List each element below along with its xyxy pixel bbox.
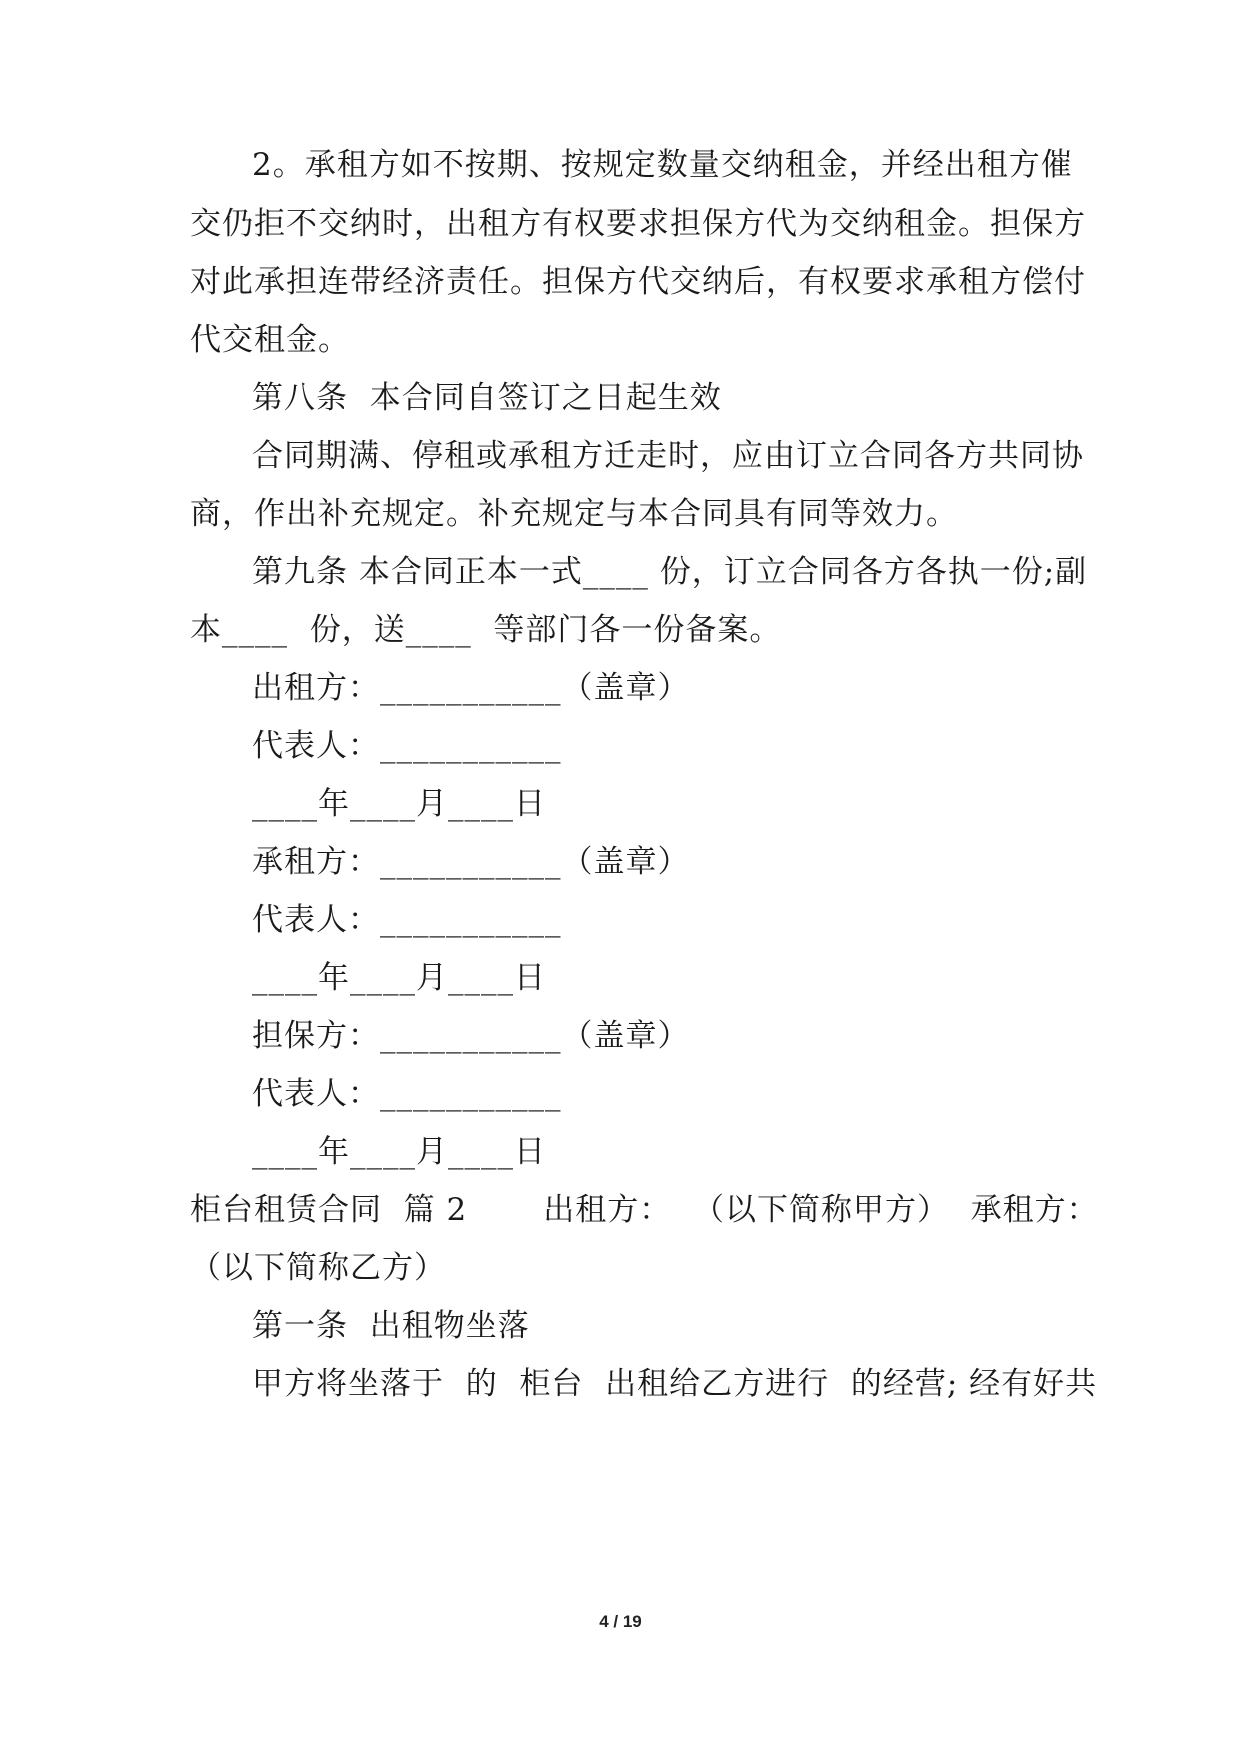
signature-date: ____年____月____日 — [252, 1134, 546, 1170]
signature-date: ____年____月____日 — [252, 960, 546, 996]
paragraph-line: （以下简称乙方） — [190, 1250, 446, 1286]
paragraph-line: 商，作出补充规定。补充规定与本合同具有同等效力。 — [190, 496, 958, 532]
paragraph-line: 代交租金。 — [190, 322, 350, 358]
section-heading: 柜台租赁合同 篇 2 出租方： （以下简称甲方） 承租方： — [190, 1192, 1099, 1228]
paragraph-line: 对此承担连带经济责任。担保方代交纳后，有权要求承租方偿付 — [190, 264, 1086, 300]
signature-date: ____年____月____日 — [252, 786, 546, 822]
signature-lessor: 出租方：___________（盖章） — [252, 670, 690, 706]
signature-representative: 代表人：___________ — [252, 902, 562, 938]
article-heading: 第一条 出租物坐落 — [252, 1308, 530, 1344]
signature-representative: 代表人：___________ — [252, 1076, 562, 1112]
article-heading: 第八条 本合同自签订之日起生效 — [252, 380, 722, 416]
paragraph-line: 第九条 本合同正本一式____ 份，订立合同各方各执一份;副 — [252, 554, 1088, 590]
page-number: 4 / 19 — [599, 1612, 642, 1631]
paragraph-line: 交仍拒不交纳时，出租方有权要求担保方代为交纳租金。担保方 — [190, 206, 1086, 242]
signature-lessee: 承租方：___________（盖章） — [252, 844, 690, 880]
paragraph-line: 甲方将坐落于 的 柜台 出租给乙方进行 的经营; 经有好共 — [252, 1366, 1098, 1402]
signature-representative: 代表人：___________ — [252, 728, 562, 764]
paragraph-line: 本____ 份，送____ 等部门各一份备案。 — [190, 612, 782, 648]
paragraph-line: 合同期满、停租或承租方迁走时，应由订立合同各方共同协 — [252, 438, 1084, 474]
signature-guarantor: 担保方：___________（盖章） — [252, 1018, 690, 1054]
paragraph-line: 2。承租方如不按期、按规定数量交纳租金，并经出租方催 — [252, 147, 1073, 183]
